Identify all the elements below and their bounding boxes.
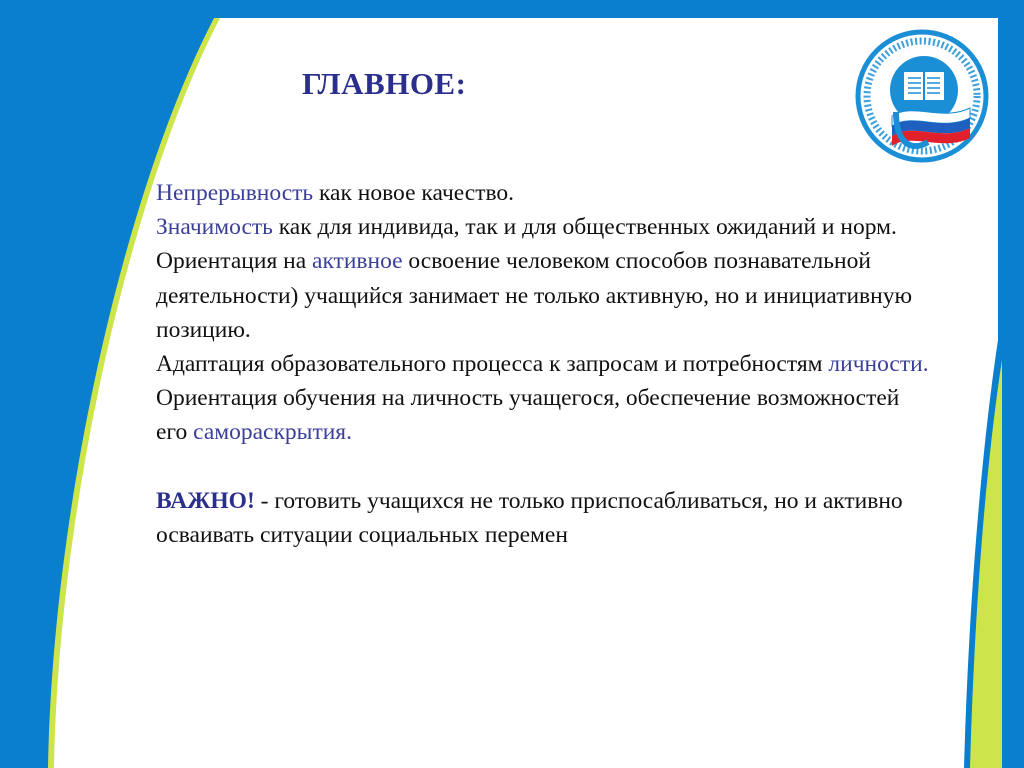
- text-continuity: как новое качество.: [313, 180, 515, 206]
- paragraph-significance: [156, 210, 936, 244]
- text-important: - готовить учащихся не только приспосабливаться, но и активно осваивать ситуации социальных перемен: [156, 487, 903, 548]
- text-significance: как для индивида, так и для общественных ожиданий и норм.: [272, 214, 897, 241]
- highlight-continuity: Непрерывность: [156, 180, 314, 206]
- paragraph-continuity: [156, 176, 936, 210]
- paragraph-spacer: [156, 450, 936, 484]
- paragraph-orientation-learning: [156, 381, 936, 449]
- highlight-self-disclosure: самораскрытия.: [193, 419, 352, 446]
- slide-body: [156, 176, 936, 552]
- education-project-emblem-icon: [852, 24, 995, 167]
- highlight-active: активное: [312, 248, 403, 275]
- text-orientation-learning: Ориентация обучения на личность учащегося, обеспечение возможностей его: [156, 385, 900, 446]
- text-orientation-b: освоение человеком способов познавательной деятельности) учащийся занимает не только активную, но и инициативную позицию.: [156, 248, 913, 343]
- slide-title: ГЛАВНОЕ:: [302, 66, 467, 101]
- highlight-personality: личности.: [828, 351, 929, 378]
- highlight-significance: Значимость: [156, 214, 273, 241]
- paragraph-orientation-active: [156, 244, 936, 347]
- paragraph-important: [156, 484, 936, 552]
- text-orientation-a: Ориентация на: [156, 248, 313, 275]
- text-adaptation: Адаптация образовательного процесса к запросам и потребностям: [156, 351, 829, 378]
- important-label: ВАЖНО!: [156, 487, 255, 514]
- paragraph-adaptation: [156, 347, 936, 381]
